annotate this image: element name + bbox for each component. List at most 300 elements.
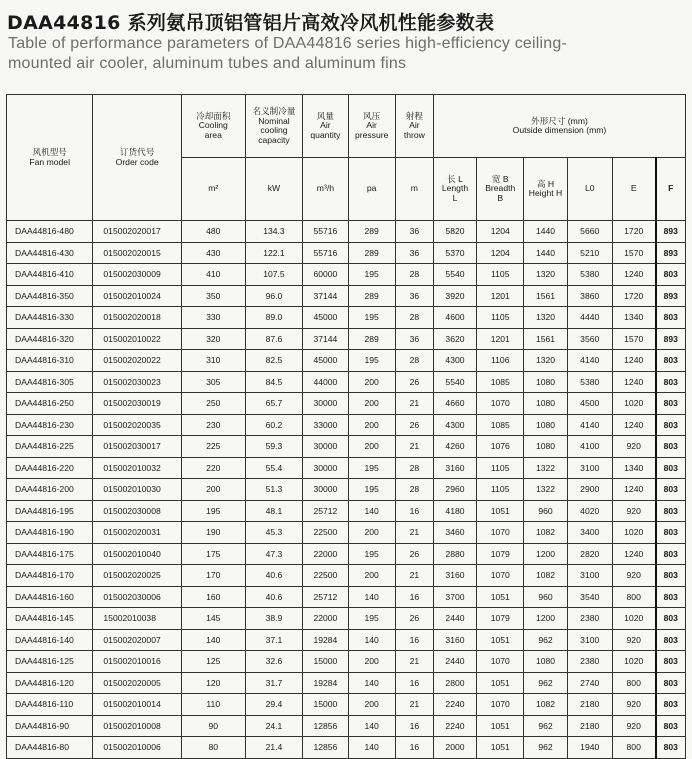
- air-quantity-cell: 55716: [303, 242, 348, 264]
- l0-cell: 4020: [567, 500, 612, 522]
- air-quantity-cell: 22500: [303, 522, 348, 544]
- e-cell: 1240: [612, 371, 655, 393]
- header-order-code: 订货代号 Order code: [93, 95, 181, 221]
- l0-cell: 4140: [567, 414, 612, 436]
- air-quantity-cell: 30000: [303, 393, 348, 415]
- length-cell: 5820: [433, 221, 476, 243]
- breadth-cell: 1051: [477, 629, 524, 651]
- table-row: [7, 242, 686, 264]
- capacity-cell: 65.7: [245, 393, 303, 415]
- air-throw-cell: 16: [395, 737, 433, 759]
- order-code-cell: 015002010040: [93, 543, 181, 565]
- order-code-cell: 015002010006: [93, 737, 181, 759]
- order-code-cell: 015002020007: [93, 629, 181, 651]
- f-cell: 803: [656, 715, 686, 737]
- order-code-cell: 015002030023: [93, 371, 181, 393]
- e-cell: 920: [612, 694, 655, 716]
- breadth-cell: 1070: [477, 522, 524, 544]
- fan-model-cell: DAA44816-80: [7, 737, 93, 759]
- f-cell: 803: [656, 651, 686, 673]
- l0-cell: 5380: [567, 264, 612, 286]
- length-cell: 4300: [433, 414, 476, 436]
- order-code-cell: 015002020015: [93, 242, 181, 264]
- height-cell: 1561: [524, 285, 567, 307]
- air-pressure-cell: 195: [348, 307, 395, 329]
- capacity-cell: 24.1: [245, 715, 303, 737]
- table-row: [7, 285, 686, 307]
- fan-model-cell: DAA44816-480: [7, 221, 93, 243]
- breadth-cell: 1201: [477, 285, 524, 307]
- e-cell: 1720: [612, 285, 655, 307]
- fan-model-cell: DAA44816-250: [7, 393, 93, 415]
- air-pressure-cell: 195: [348, 350, 395, 372]
- air-quantity-cell: 22500: [303, 565, 348, 587]
- length-cell: 3920: [433, 285, 476, 307]
- height-cell: 1322: [524, 457, 567, 479]
- header-cooling-area: 冷却面积 Cooling area: [181, 95, 245, 158]
- fan-model-cell: DAA44816-125: [7, 651, 93, 673]
- unit-capacity: kW: [245, 158, 303, 221]
- e-cell: 800: [612, 586, 655, 608]
- table-row: [7, 629, 686, 651]
- length-cell: 3620: [433, 328, 476, 350]
- air-throw-cell: 26: [395, 608, 433, 630]
- air-quantity-cell: 45000: [303, 307, 348, 329]
- height-cell: 1080: [524, 651, 567, 673]
- air-throw-cell: 26: [395, 543, 433, 565]
- table-row: [7, 457, 686, 479]
- fan-model-cell: DAA44816-200: [7, 479, 93, 501]
- cooling-area-cell: 430: [181, 242, 245, 264]
- length-cell: 5370: [433, 242, 476, 264]
- table-row: [7, 307, 686, 329]
- cooling-area-cell: 225: [181, 436, 245, 458]
- length-cell: 2240: [433, 694, 476, 716]
- air-quantity-cell: 19284: [303, 629, 348, 651]
- air-pressure-cell: 200: [348, 522, 395, 544]
- f-cell: 803: [656, 629, 686, 651]
- breadth-cell: 1105: [477, 264, 524, 286]
- height-cell: 962: [524, 737, 567, 759]
- air-pressure-cell: 289: [348, 221, 395, 243]
- breadth-cell: 1204: [477, 221, 524, 243]
- header-air-throw: 射程 Air throw: [395, 95, 433, 158]
- air-pressure-cell: 140: [348, 500, 395, 522]
- height-cell: 1320: [524, 350, 567, 372]
- capacity-cell: 82.5: [245, 350, 303, 372]
- f-cell: 803: [656, 586, 686, 608]
- order-code-cell: 015002030008: [93, 500, 181, 522]
- fan-model-cell: DAA44816-310: [7, 350, 93, 372]
- air-quantity-cell: 15000: [303, 651, 348, 673]
- order-code-cell: 015002010030: [93, 479, 181, 501]
- fan-model-cell: DAA44816-410: [7, 264, 93, 286]
- air-throw-cell: 21: [395, 651, 433, 673]
- length-cell: 3160: [433, 457, 476, 479]
- air-quantity-cell: 12856: [303, 737, 348, 759]
- air-quantity-cell: 15000: [303, 694, 348, 716]
- height-cell: 960: [524, 586, 567, 608]
- performance-table: [6, 94, 686, 759]
- capacity-cell: 89.0: [245, 307, 303, 329]
- capacity-cell: 96.0: [245, 285, 303, 307]
- breadth-cell: 1201: [477, 328, 524, 350]
- e-cell: 1340: [612, 307, 655, 329]
- capacity-cell: 37.1: [245, 629, 303, 651]
- header-outside-dimension: 外形尺寸 (mm) Outside dimension (mm): [433, 95, 685, 158]
- air-quantity-cell: 22000: [303, 543, 348, 565]
- height-cell: 1080: [524, 393, 567, 415]
- length-cell: 2240: [433, 715, 476, 737]
- table-row: [7, 436, 686, 458]
- height-cell: 1082: [524, 565, 567, 587]
- air-quantity-cell: 33000: [303, 414, 348, 436]
- fan-model-cell: DAA44816-110: [7, 694, 93, 716]
- cooling-area-cell: 200: [181, 479, 245, 501]
- air-throw-cell: 28: [395, 479, 433, 501]
- cooling-area-cell: 190: [181, 522, 245, 544]
- order-code-cell: 015002030019: [93, 393, 181, 415]
- air-throw-cell: 36: [395, 242, 433, 264]
- header-height: 高 H Height H: [524, 158, 567, 221]
- table-row: [7, 500, 686, 522]
- air-pressure-cell: 200: [348, 651, 395, 673]
- l0-cell: 3100: [567, 629, 612, 651]
- air-throw-cell: 16: [395, 500, 433, 522]
- e-cell: 1020: [612, 522, 655, 544]
- breadth-cell: 1204: [477, 242, 524, 264]
- height-cell: 1320: [524, 307, 567, 329]
- f-cell: 893: [656, 328, 686, 350]
- l0-cell: 3100: [567, 565, 612, 587]
- e-cell: 920: [612, 629, 655, 651]
- l0-cell: 4100: [567, 436, 612, 458]
- order-code-cell: 15002010038: [93, 608, 181, 630]
- f-cell: 803: [656, 543, 686, 565]
- f-cell: 803: [656, 264, 686, 286]
- air-throw-cell: 28: [395, 307, 433, 329]
- cooling-area-cell: 195: [181, 500, 245, 522]
- air-quantity-cell: 19284: [303, 672, 348, 694]
- breadth-cell: 1051: [477, 586, 524, 608]
- header-l0: L0: [567, 158, 612, 221]
- l0-cell: 4500: [567, 393, 612, 415]
- order-code-cell: 015002030009: [93, 264, 181, 286]
- air-pressure-cell: 200: [348, 436, 395, 458]
- capacity-cell: 84.5: [245, 371, 303, 393]
- length-cell: 2440: [433, 651, 476, 673]
- capacity-cell: 87.6: [245, 328, 303, 350]
- air-throw-cell: 16: [395, 672, 433, 694]
- fan-model-cell: DAA44816-320: [7, 328, 93, 350]
- air-throw-cell: 28: [395, 457, 433, 479]
- fan-model-cell: DAA44816-145: [7, 608, 93, 630]
- table-row: [7, 371, 686, 393]
- header-e: E: [612, 158, 655, 221]
- cooling-area-cell: 250: [181, 393, 245, 415]
- l0-cell: 2180: [567, 715, 612, 737]
- header-row-top: [7, 95, 686, 158]
- breadth-cell: 1105: [477, 457, 524, 479]
- air-pressure-cell: 140: [348, 629, 395, 651]
- breadth-cell: 1079: [477, 608, 524, 630]
- breadth-cell: 1070: [477, 565, 524, 587]
- f-cell: 803: [656, 694, 686, 716]
- f-cell: 803: [656, 500, 686, 522]
- l0-cell: 2900: [567, 479, 612, 501]
- table-row: [7, 715, 686, 737]
- f-cell: 803: [656, 350, 686, 372]
- cooling-area-cell: 320: [181, 328, 245, 350]
- air-quantity-cell: 60000: [303, 264, 348, 286]
- air-pressure-cell: 289: [348, 242, 395, 264]
- air-quantity-cell: 55716: [303, 221, 348, 243]
- air-throw-cell: 16: [395, 715, 433, 737]
- l0-cell: 3100: [567, 457, 612, 479]
- cooling-area-cell: 120: [181, 672, 245, 694]
- cooling-area-cell: 410: [181, 264, 245, 286]
- l0-cell: 2380: [567, 608, 612, 630]
- cooling-area-cell: 480: [181, 221, 245, 243]
- air-pressure-cell: 195: [348, 264, 395, 286]
- fan-model-cell: DAA44816-175: [7, 543, 93, 565]
- breadth-cell: 1070: [477, 393, 524, 415]
- l0-cell: 2380: [567, 651, 612, 673]
- f-cell: 803: [656, 737, 686, 759]
- page-title-english: Table of performance parameters of DAA44816 series high-efficiency ceiling-mounted air cooler, aluminum tubes and aluminum fins: [8, 35, 567, 72]
- air-quantity-cell: 30000: [303, 457, 348, 479]
- air-pressure-cell: 195: [348, 608, 395, 630]
- capacity-cell: 59.3: [245, 436, 303, 458]
- cooling-area-cell: 80: [181, 737, 245, 759]
- table-row: [7, 479, 686, 501]
- cooling-area-cell: 330: [181, 307, 245, 329]
- air-quantity-cell: 37144: [303, 285, 348, 307]
- height-cell: 1080: [524, 436, 567, 458]
- table-row: [7, 264, 686, 286]
- cooling-area-cell: 125: [181, 651, 245, 673]
- capacity-cell: 29.4: [245, 694, 303, 716]
- air-pressure-cell: 289: [348, 328, 395, 350]
- table-row: [7, 221, 686, 243]
- fan-model-cell: DAA44816-140: [7, 629, 93, 651]
- air-quantity-cell: 12856: [303, 715, 348, 737]
- cooling-area-cell: 310: [181, 350, 245, 372]
- breadth-cell: 1076: [477, 436, 524, 458]
- l0-cell: 5380: [567, 371, 612, 393]
- e-cell: 1570: [612, 328, 655, 350]
- e-cell: 1240: [612, 543, 655, 565]
- l0-cell: 2740: [567, 672, 612, 694]
- length-cell: 2800: [433, 672, 476, 694]
- air-throw-cell: 21: [395, 522, 433, 544]
- fan-model-cell: DAA44816-225: [7, 436, 93, 458]
- l0-cell: 3560: [567, 328, 612, 350]
- unit-throw: m: [395, 158, 433, 221]
- length-cell: 3160: [433, 565, 476, 587]
- f-cell: 803: [656, 608, 686, 630]
- l0-cell: 1940: [567, 737, 612, 759]
- length-cell: 3160: [433, 629, 476, 651]
- e-cell: 1020: [612, 393, 655, 415]
- fan-model-cell: DAA44816-350: [7, 285, 93, 307]
- header-length: 长 L Length L: [433, 158, 476, 221]
- air-quantity-cell: 25712: [303, 500, 348, 522]
- order-code-cell: 015002020022: [93, 350, 181, 372]
- e-cell: 1240: [612, 264, 655, 286]
- fan-model-cell: DAA44816-195: [7, 500, 93, 522]
- order-code-cell: 015002010008: [93, 715, 181, 737]
- f-cell: 803: [656, 393, 686, 415]
- unit-quantity: m³/h: [303, 158, 348, 221]
- l0-cell: 2820: [567, 543, 612, 565]
- e-cell: 1720: [612, 221, 655, 243]
- capacity-cell: 48.1: [245, 500, 303, 522]
- e-cell: 1240: [612, 414, 655, 436]
- f-cell: 803: [656, 371, 686, 393]
- height-cell: 1320: [524, 264, 567, 286]
- fan-model-cell: DAA44816-305: [7, 371, 93, 393]
- f-cell: 893: [656, 242, 686, 264]
- order-code-cell: 015002010024: [93, 285, 181, 307]
- header-breadth: 宽 B Breadth B: [477, 158, 524, 221]
- height-cell: 1080: [524, 371, 567, 393]
- l0-cell: 2180: [567, 694, 612, 716]
- length-cell: 3460: [433, 522, 476, 544]
- air-throw-cell: 28: [395, 264, 433, 286]
- fan-model-cell: DAA44816-230: [7, 414, 93, 436]
- table-row: [7, 608, 686, 630]
- height-cell: 1082: [524, 522, 567, 544]
- air-pressure-cell: 140: [348, 737, 395, 759]
- air-quantity-cell: 30000: [303, 479, 348, 501]
- l0-cell: 5210: [567, 242, 612, 264]
- e-cell: 800: [612, 737, 655, 759]
- e-cell: 1240: [612, 350, 655, 372]
- air-quantity-cell: 37144: [303, 328, 348, 350]
- fan-model-cell: DAA44816-120: [7, 672, 93, 694]
- table-row: [7, 414, 686, 436]
- cooling-area-cell: 175: [181, 543, 245, 565]
- length-cell: 2440: [433, 608, 476, 630]
- order-code-cell: 015002010022: [93, 328, 181, 350]
- order-code-cell: 015002020031: [93, 522, 181, 544]
- air-throw-cell: 16: [395, 629, 433, 651]
- breadth-cell: 1105: [477, 307, 524, 329]
- length-cell: 2000: [433, 737, 476, 759]
- height-cell: 1561: [524, 328, 567, 350]
- air-pressure-cell: 140: [348, 715, 395, 737]
- table-row: [7, 586, 686, 608]
- f-cell: 803: [656, 307, 686, 329]
- unit-pressure: pa: [348, 158, 395, 221]
- f-cell: 893: [656, 221, 686, 243]
- table-row: [7, 522, 686, 544]
- height-cell: 1322: [524, 479, 567, 501]
- capacity-cell: 38.9: [245, 608, 303, 630]
- capacity-cell: 40.6: [245, 586, 303, 608]
- length-cell: 4300: [433, 350, 476, 372]
- l0-cell: 4440: [567, 307, 612, 329]
- page-title-chinese: DAA44816 系列氨吊顶铝管铝片高效冷风机性能参数表: [7, 12, 495, 34]
- f-cell: 803: [656, 457, 686, 479]
- cooling-area-cell: 110: [181, 694, 245, 716]
- table-row: [7, 672, 686, 694]
- cooling-area-cell: 170: [181, 565, 245, 587]
- cooling-area-cell: 140: [181, 629, 245, 651]
- order-code-cell: 015002020017: [93, 221, 181, 243]
- fan-model-cell: DAA44816-90: [7, 715, 93, 737]
- air-pressure-cell: 140: [348, 672, 395, 694]
- fan-model-cell: DAA44816-160: [7, 586, 93, 608]
- length-cell: 2960: [433, 479, 476, 501]
- header-f: F: [656, 158, 686, 221]
- table-row: [7, 694, 686, 716]
- breadth-cell: 1106: [477, 350, 524, 372]
- capacity-cell: 40.6: [245, 565, 303, 587]
- air-pressure-cell: 200: [348, 694, 395, 716]
- f-cell: 803: [656, 436, 686, 458]
- cooling-area-cell: 350: [181, 285, 245, 307]
- e-cell: 1020: [612, 651, 655, 673]
- air-pressure-cell: 195: [348, 543, 395, 565]
- capacity-cell: 134.3: [245, 221, 303, 243]
- order-code-cell: 015002010014: [93, 694, 181, 716]
- cooling-area-cell: 145: [181, 608, 245, 630]
- air-throw-cell: 26: [395, 371, 433, 393]
- air-throw-cell: 26: [395, 414, 433, 436]
- air-throw-cell: 21: [395, 393, 433, 415]
- air-throw-cell: 36: [395, 221, 433, 243]
- l0-cell: 4140: [567, 350, 612, 372]
- header-capacity: 名义制冷量 Nominal cooling capacity: [245, 95, 303, 158]
- air-pressure-cell: 200: [348, 393, 395, 415]
- e-cell: 1020: [612, 608, 655, 630]
- length-cell: 5540: [433, 371, 476, 393]
- order-code-cell: 015002020025: [93, 565, 181, 587]
- f-cell: 803: [656, 672, 686, 694]
- breadth-cell: 1085: [477, 414, 524, 436]
- air-pressure-cell: 200: [348, 565, 395, 587]
- capacity-cell: 21.4: [245, 737, 303, 759]
- table-row: [7, 350, 686, 372]
- height-cell: 1200: [524, 608, 567, 630]
- length-cell: 4600: [433, 307, 476, 329]
- e-cell: 920: [612, 715, 655, 737]
- cooling-area-cell: 230: [181, 414, 245, 436]
- fan-model-cell: DAA44816-330: [7, 307, 93, 329]
- air-throw-cell: 21: [395, 565, 433, 587]
- cooling-area-cell: 160: [181, 586, 245, 608]
- breadth-cell: 1085: [477, 371, 524, 393]
- e-cell: 1340: [612, 457, 655, 479]
- f-cell: 803: [656, 522, 686, 544]
- header-air-quantity: 风量 Air quantity: [303, 95, 348, 158]
- length-cell: 4180: [433, 500, 476, 522]
- breadth-cell: 1051: [477, 500, 524, 522]
- capacity-cell: 31.7: [245, 672, 303, 694]
- air-pressure-cell: 200: [348, 371, 395, 393]
- table-row: [7, 651, 686, 673]
- air-throw-cell: 21: [395, 694, 433, 716]
- height-cell: 1440: [524, 221, 567, 243]
- l0-cell: 3540: [567, 586, 612, 608]
- breadth-cell: 1051: [477, 715, 524, 737]
- l0-cell: 3860: [567, 285, 612, 307]
- air-quantity-cell: 25712: [303, 586, 348, 608]
- fan-model-cell: DAA44816-220: [7, 457, 93, 479]
- breadth-cell: 1105: [477, 479, 524, 501]
